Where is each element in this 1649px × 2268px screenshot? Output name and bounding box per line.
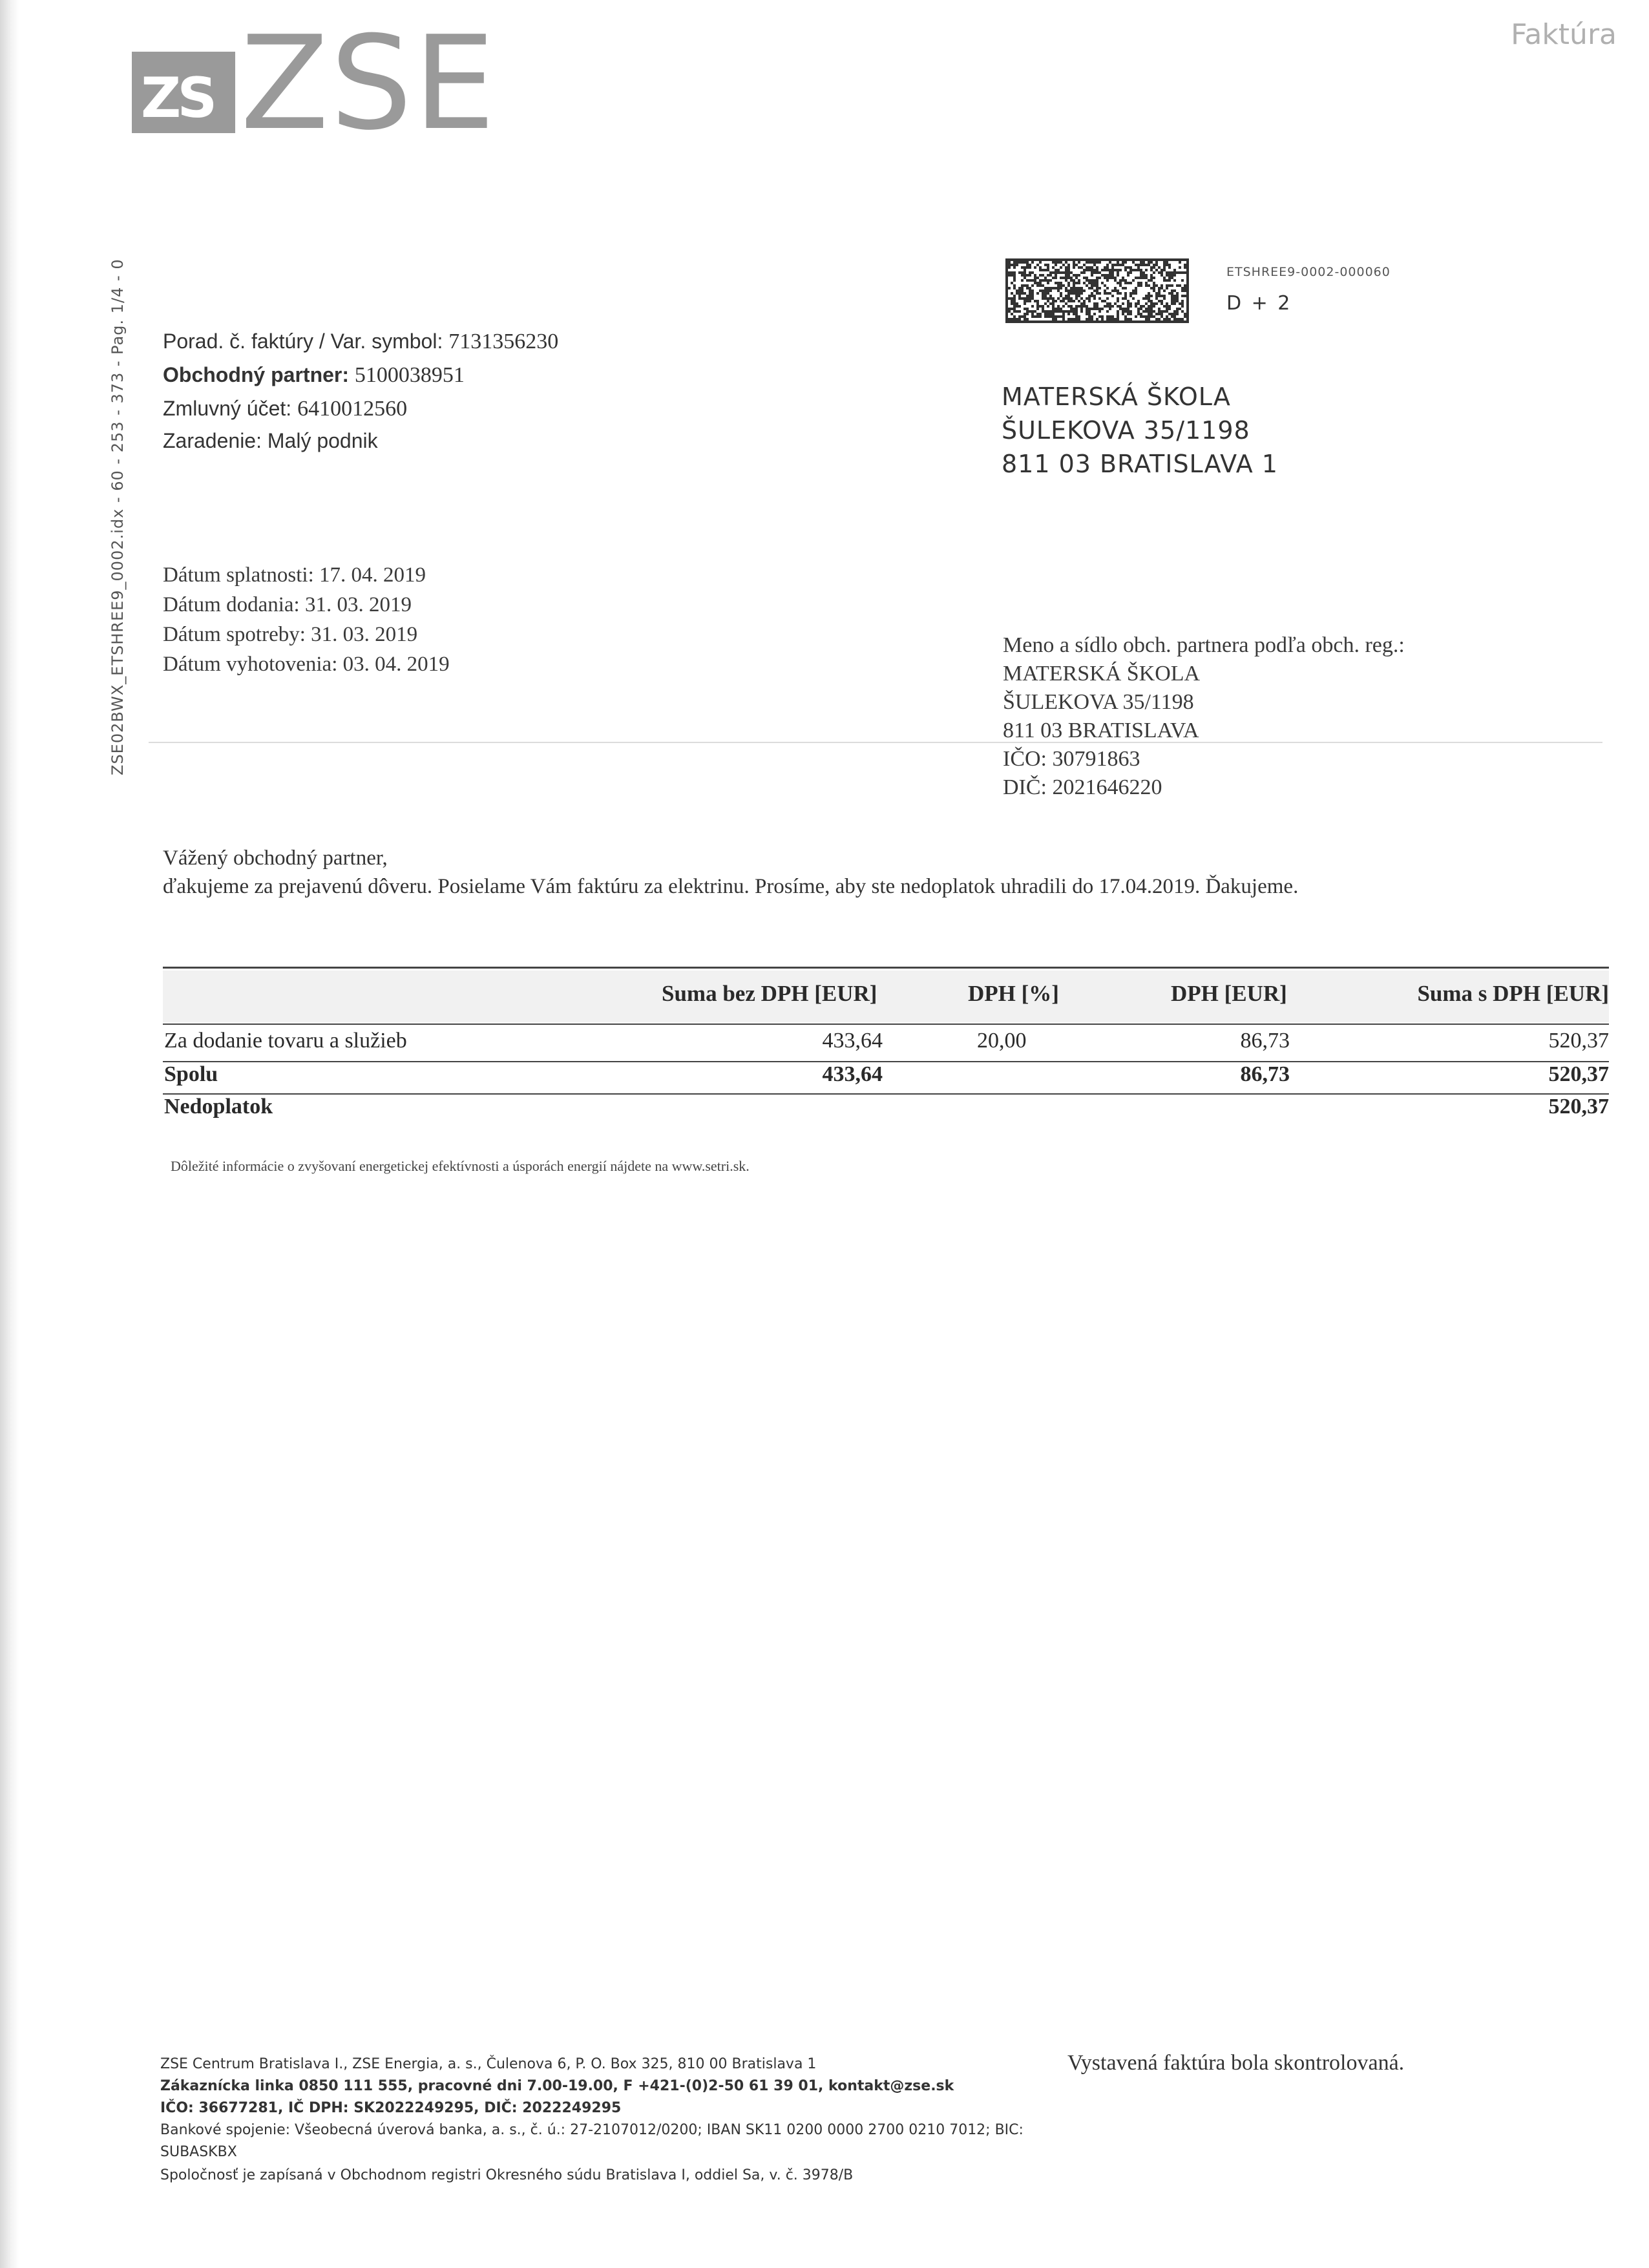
registered-partner-line-1: MATERSKÁ ŠKOLA	[1003, 662, 1201, 686]
table-row-rule	[163, 1061, 1609, 1062]
recipient-line-1: MATERSKÁ ŠKOLA	[1002, 383, 1231, 411]
recipient-line-3: 811 03 BRATISLAVA 1	[1002, 450, 1278, 478]
total-vat: 86,73	[1240, 1062, 1290, 1086]
registered-partner-line-3: 811 03 BRATISLAVA	[1003, 719, 1199, 742]
footer-line-3: IČO: 36677281, IČ DPH: SK2022249295, DIČ: 2022249295	[160, 2100, 622, 2116]
table-top-rule	[163, 967, 1609, 969]
row-gross: 520,37	[1548, 1029, 1609, 1053]
footer-line-1: ZSE Centrum Bratislava I., ZSE Energia, a. s., Čulenova 6, P. O. Box 325, 810 00 Bratislava 1	[160, 2056, 817, 2072]
zse-logo	[132, 8, 497, 159]
category-label: Zaradenie:	[163, 429, 262, 452]
row-vat: 86,73	[1240, 1029, 1290, 1053]
partner-label: Obchodný partner:	[163, 363, 350, 386]
table-header-rule	[163, 1024, 1609, 1025]
total-gross: 520,37	[1548, 1062, 1609, 1086]
delivery-code: D + 2	[1226, 292, 1292, 315]
due-date: Dátum splatnosti: 17. 04. 2019	[163, 563, 426, 587]
header-gross: Suma s DPH [EUR]	[1417, 981, 1609, 1006]
contract-row	[163, 397, 407, 421]
footer-line-2: Zákaznícka linka 0850 111 555, pracovné dni 7.00-19.00, F +421-(0)2-50 61 39 01, kontakt@zse.sk	[160, 2078, 954, 2094]
var-symbol-label: Porad. č. faktúry / Var. symbol:	[163, 330, 443, 353]
logo-text: ZSE	[240, 8, 497, 159]
document-title: Faktúra	[1511, 18, 1617, 51]
header-vat: DPH [EUR]	[1171, 981, 1287, 1006]
row-vat-pct: 20,00	[977, 1029, 1027, 1053]
header-net: Suma bez DPH [EUR]	[662, 981, 877, 1006]
issue-date: Dátum vyhotovenia: 03. 04. 2019	[163, 653, 450, 676]
category-value: Malý podnik	[267, 429, 378, 452]
zse-logo-mark-icon: ZS	[132, 52, 235, 133]
var-symbol-row	[163, 330, 558, 354]
total-label: Spolu	[164, 1062, 218, 1086]
greeting-message: ďakujeme za prejavenú dôveru. Posielame Vám faktúru za elektrinu. Prosíme, aby ste nedoplatok uhradili do 17.04.2019. Ďakujeme.	[163, 875, 1299, 898]
var-symbol-value: 7131356230	[448, 330, 559, 353]
delivery-date: Dátum dodania: 31. 03. 2019	[163, 593, 412, 616]
table-total-rule	[163, 1093, 1609, 1095]
partner-value: 5100038951	[354, 363, 465, 387]
registered-partner-ico: IČO: 30791863	[1003, 747, 1140, 771]
footer-line-6: Spoločnosť je zapísaná v Obchodnom registri Okresného súdu Bratislava I, oddiel Sa, v. č. 3978/B	[160, 2167, 854, 2183]
consumption-date: Dátum spotreby: 31. 03. 2019	[163, 623, 418, 646]
recipient-line-2: ŠULEKOVA 35/1198	[1002, 416, 1250, 445]
contract-label: Zmluvný účet:	[163, 397, 292, 420]
registered-partner-line-2: ŠULEKOVA 35/1198	[1003, 690, 1194, 714]
faint-divider	[149, 742, 1602, 743]
invoice-summary-table	[163, 967, 1609, 1122]
header-vat-pct: DPH [%]	[968, 981, 1059, 1006]
total-net: 433,64	[822, 1062, 883, 1086]
greeting-salutation: Vážený obchodný partner,	[163, 846, 388, 870]
partner-row	[163, 363, 465, 388]
footer-line-4: Bankové spojenie: Všeobecná úverová banka, a. s., č. ú.: 27-2107012/0200; IBAN SK11 0200 0000 2700 0210 7012; BIC:	[160, 2122, 1024, 2138]
registered-partner-label: Meno a sídlo obch. partnera podľa obch. reg.:	[1003, 633, 1405, 657]
efficiency-note: Dôležité informácie o zvyšovaní energetickej efektívnosti a úsporách energií nájdete na www.setri.sk.	[171, 1158, 750, 1174]
registered-partner-dic: DIČ: 2021646220	[1003, 775, 1162, 799]
row-net: 433,64	[822, 1029, 883, 1053]
arrears-label: Nedoplatok	[164, 1095, 273, 1118]
checked-statement: Vystavená faktúra bola skontrolovaná.	[1067, 2051, 1405, 2075]
contract-value: 6410012560	[297, 397, 408, 421]
arrears-gross: 520,37	[1548, 1095, 1609, 1118]
category-row	[163, 429, 378, 453]
scan-edge-shadow	[0, 0, 19, 2268]
table-header-band	[163, 971, 1609, 1022]
barcode-reference: ETSHREE9-0002-000060	[1226, 265, 1391, 279]
barcode-icon	[1005, 258, 1189, 323]
row-label: Za dodanie tovaru a služieb	[164, 1029, 407, 1053]
footer-line-5: SUBASKBX	[160, 2144, 237, 2160]
side-document-code: ZSE02BWX_ETSHREE9_0002.idx - 60 - 253 - 373 - Pag. 1/4 - 0	[109, 258, 127, 775]
